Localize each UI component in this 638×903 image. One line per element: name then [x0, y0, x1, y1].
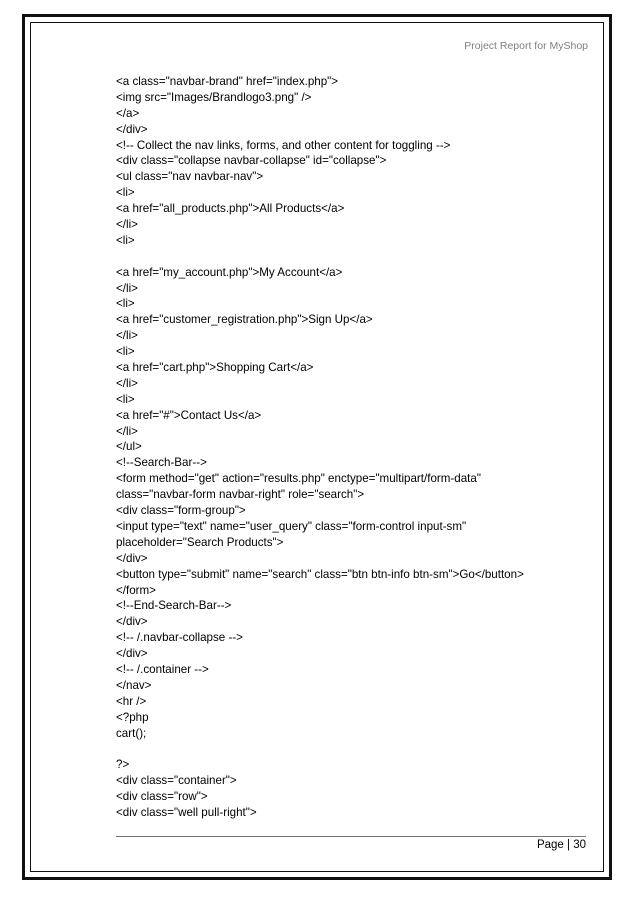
- code-line: <form method="get" action="results.php" enctype="multipart/form-data": [116, 472, 481, 486]
- code-line: </li>: [116, 218, 138, 232]
- code-line: <li>: [116, 297, 135, 311]
- code-line: </div>: [116, 122, 148, 136]
- code-line: </form>: [116, 583, 156, 597]
- code-line: </div>: [116, 647, 148, 661]
- code-line: <div class="collapse navbar-collapse" id="collapse">: [116, 154, 387, 168]
- code-line: </ul>: [116, 440, 142, 454]
- code-line: [116, 741, 576, 757]
- code-line: </nav>: [116, 678, 152, 692]
- page-header: Project Report for MyShop: [464, 40, 588, 52]
- code-line: <ul class="nav navbar-nav">: [116, 170, 264, 184]
- code-line: <li>: [116, 392, 135, 406]
- code-line: <a href="cart.php">Shopping Cart</a>: [116, 361, 314, 375]
- footer-divider: [116, 836, 586, 837]
- code-line: <!-- Collect the nav links, forms, and other content for toggling -->: [116, 138, 451, 152]
- code-listing: [116, 74, 576, 821]
- code-line: </li>: [116, 329, 138, 343]
- code-line: cart();: [116, 726, 147, 740]
- code-line: <!--End-Search-Bar-->: [116, 599, 232, 613]
- code-line: [116, 249, 576, 265]
- code-line: class="navbar-form navbar-right" role="search">: [116, 488, 365, 502]
- code-line: </li>: [116, 281, 138, 295]
- code-line: ?>: [116, 758, 130, 772]
- code-line: <div class="well pull-right">: [116, 805, 257, 819]
- code-line: </li>: [116, 376, 138, 390]
- code-line: <a href="#">Contact Us</a>: [116, 408, 262, 422]
- code-line: <img src="Images/Brandlogo3.png" />: [116, 90, 312, 104]
- code-line: <a href="customer_registration.php">Sign Up</a>: [116, 313, 373, 327]
- code-line: <input type="text" name="user_query" class="form-control input-sm": [116, 519, 467, 533]
- code-line: <div class="container">: [116, 774, 237, 788]
- code-line: <!--Search-Bar-->: [116, 456, 207, 470]
- code-line: <div class="form-group">: [116, 504, 246, 518]
- code-line: <a href="all_products.php">All Products</a>: [116, 202, 345, 216]
- page-number: Page | 30: [536, 839, 586, 851]
- code-line: <a class="navbar-brand" href="index.php">: [116, 75, 339, 88]
- code-line: </div>: [116, 551, 148, 565]
- code-line: <hr />: [116, 694, 147, 708]
- code-line: <a href="my_account.php">My Account</a>: [116, 265, 343, 279]
- code-line: <li>: [116, 186, 135, 200]
- code-line: </a>: [116, 106, 140, 120]
- code-line: <button type="submit" name="search" class="btn btn-info btn-sm">Go</button>: [116, 567, 524, 581]
- code-line: </li>: [116, 424, 138, 438]
- code-line: <!-- /.container -->: [116, 662, 209, 676]
- code-line: <?php: [116, 710, 149, 724]
- code-line: placeholder="Search Products">: [116, 535, 284, 549]
- code-line: <!-- /.navbar-collapse -->: [116, 631, 243, 645]
- code-line: </div>: [116, 615, 148, 629]
- code-line: <li>: [116, 345, 135, 359]
- code-line: <li>: [116, 233, 135, 247]
- code-line: <div class="row">: [116, 790, 208, 804]
